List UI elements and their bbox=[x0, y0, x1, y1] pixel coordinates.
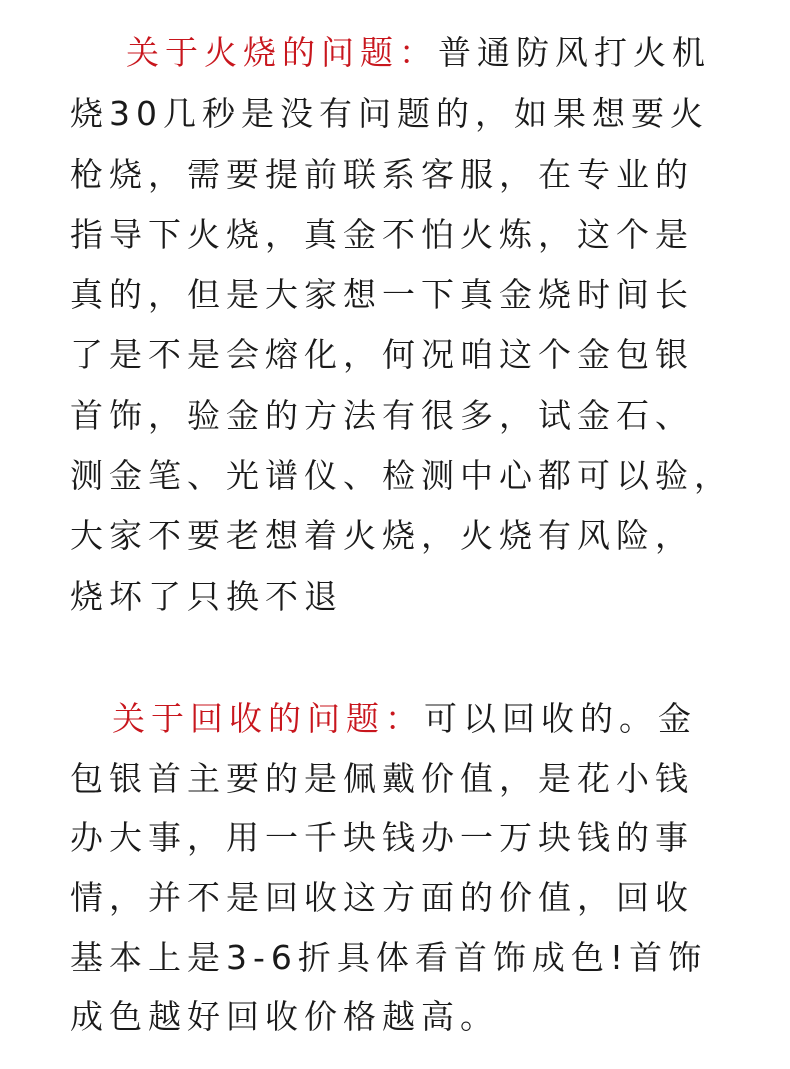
recycle-section-line: 包银首主要的是佩戴价值，是花小钱 bbox=[70, 759, 694, 798]
fire-section-first-line bbox=[126, 28, 711, 78]
fire-section-line: 烧坏了只换不退 bbox=[70, 577, 343, 616]
fire-section-line: 首饰，验金的方法有很多，试金石、 bbox=[70, 396, 694, 435]
recycle-section-text: 可以回收的。金 bbox=[424, 699, 697, 738]
recycle-section-line: 情，并不是回收这方面的价值，回收 bbox=[70, 878, 694, 917]
fire-section-heading: 关于火烧的问题： bbox=[126, 33, 438, 72]
fire-section-line: 了是不是会熔化，何况咱这个金包银 bbox=[70, 335, 694, 374]
fire-section-line: 枪烧，需要提前联系客服，在专业的 bbox=[70, 155, 694, 194]
fire-section-line: 真的，但是大家想一下真金烧时间长 bbox=[70, 275, 694, 314]
recycle-section-line: 办大事，用一千块钱办一万块钱的事 bbox=[70, 818, 694, 857]
recycle-section-heading: 关于回收的问题： bbox=[112, 699, 424, 738]
fire-section-line: 烧30几秒是没有问题的，如果想要火 bbox=[70, 94, 709, 133]
recycle-section-line: 成色越好回收价格越高。 bbox=[70, 997, 499, 1036]
fire-section-line: 大家不要老想着火烧，火烧有风险， bbox=[70, 516, 694, 555]
recycle-section-first-line bbox=[112, 694, 697, 744]
recycle-section-line: 基本上是3-6折具体看首饰成色!首饰 bbox=[70, 938, 708, 977]
fire-section-text: 普通防风打火机 bbox=[438, 33, 711, 72]
fire-section-line: 指导下火烧，真金不怕火炼，这个是 bbox=[70, 215, 694, 254]
fire-section-line: 测金笔、光谱仪、检测中心都可以验， bbox=[70, 456, 733, 495]
